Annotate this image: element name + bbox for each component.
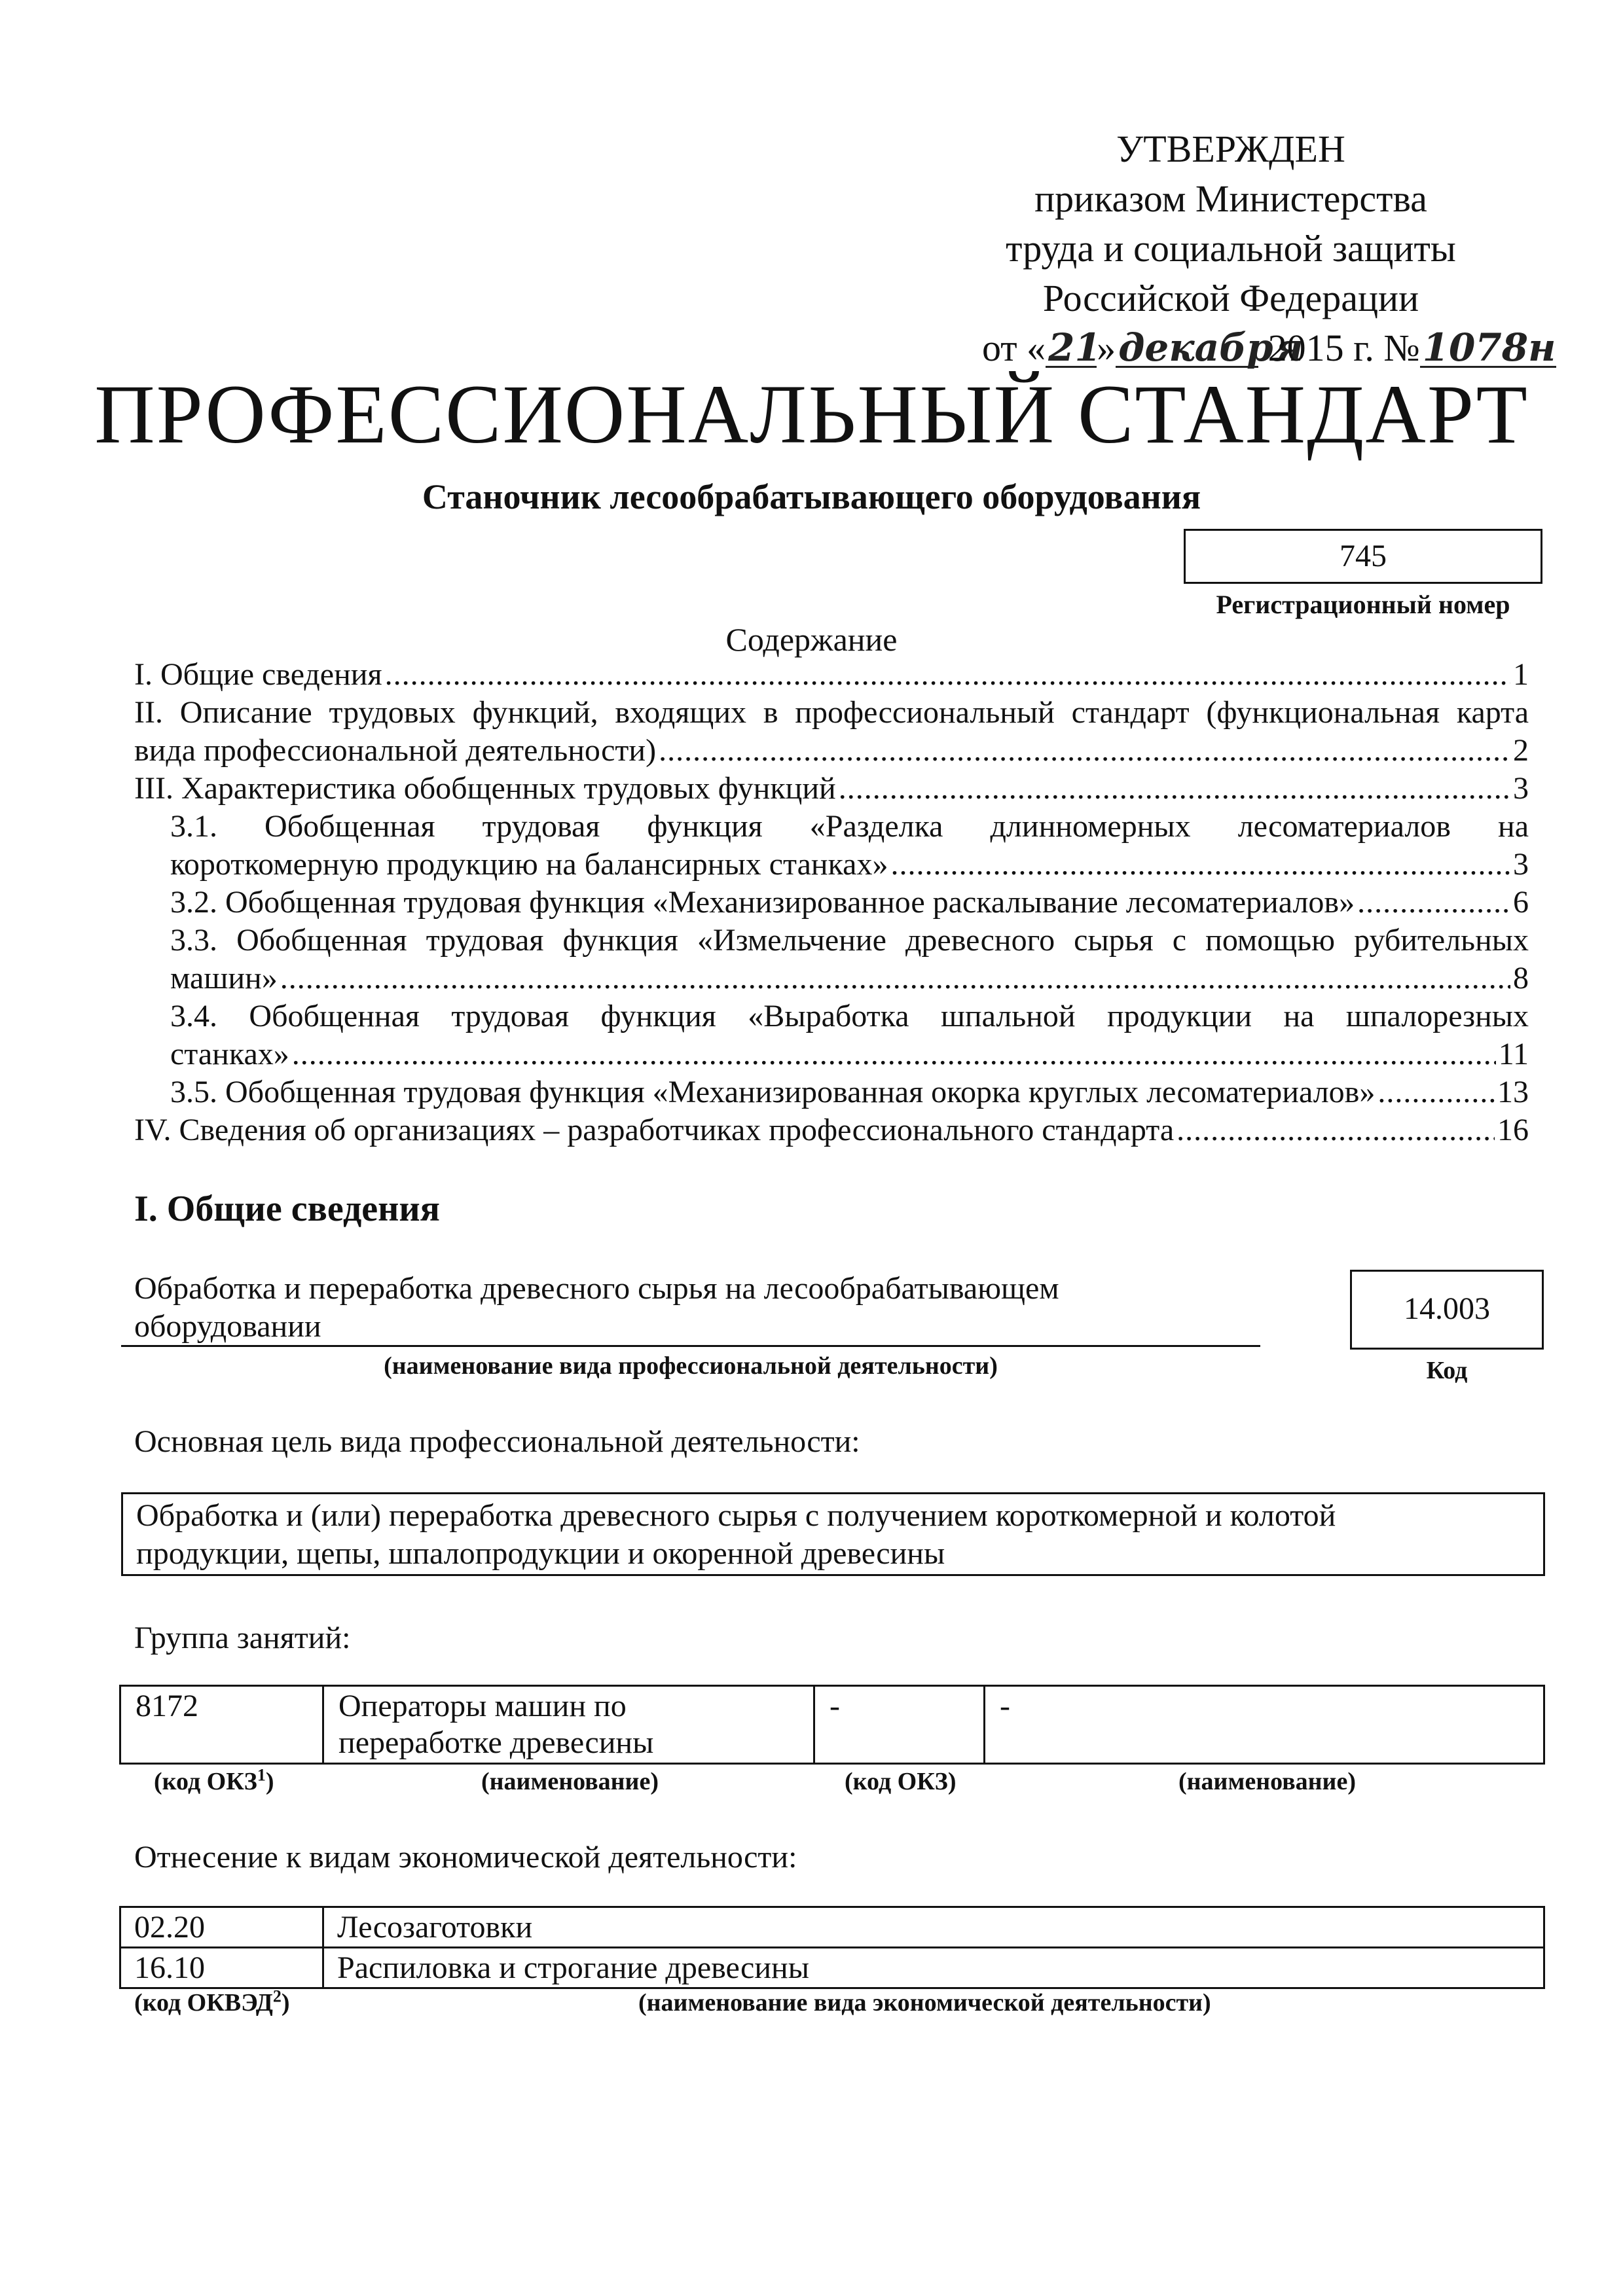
table-row bbox=[120, 1686, 1544, 1764]
toc-item[interactable] bbox=[134, 1111, 1529, 1149]
table-cell-code: 16.10 bbox=[120, 1948, 323, 1988]
toc-item-label: станках» bbox=[170, 1037, 289, 1071]
caption-text: (код ОКЗ bbox=[154, 1768, 257, 1795]
economic-activity-table bbox=[119, 1906, 1545, 1989]
table-of-contents bbox=[134, 656, 1529, 1149]
column-caption bbox=[154, 1767, 274, 1796]
approval-line: Российской Федерации bbox=[1042, 277, 1419, 319]
toc-leader bbox=[292, 1035, 1496, 1073]
toc-leader bbox=[839, 770, 1510, 808]
toc-item[interactable] bbox=[134, 960, 1529, 997]
cell-line: Операторы машин по bbox=[338, 1689, 627, 1723]
occupation-group-table bbox=[119, 1685, 1545, 1765]
table-cell-name: Распиловка и строгание древесины bbox=[323, 1948, 1544, 1988]
toc-item-page: 6 bbox=[1513, 885, 1529, 920]
toc-item-page: 11 bbox=[1498, 1037, 1529, 1071]
toc-item-label: III. Характеристика обобщенных трудовых функций bbox=[134, 771, 836, 806]
toc-item-page: 3 bbox=[1513, 771, 1529, 806]
toc-item-first-line[interactable]: 3.3. Обобщенная трудовая функция «Измельчение древесного сырья с помощью рубительных bbox=[170, 923, 1529, 958]
date-prefix: от « bbox=[982, 327, 1046, 369]
toc-item-page: 3 bbox=[1513, 847, 1529, 882]
toc-item[interactable] bbox=[134, 656, 1529, 694]
toc-leader bbox=[385, 656, 1510, 694]
occupation-group-label: Группа занятий: bbox=[134, 1621, 351, 1655]
caption-text: ) bbox=[265, 1768, 274, 1795]
toc-item[interactable] bbox=[134, 732, 1529, 770]
toc-item[interactable] bbox=[134, 846, 1529, 884]
column-caption: (наименование) bbox=[481, 1768, 659, 1795]
toc-item[interactable] bbox=[134, 884, 1529, 922]
table-cell-code: 8172 bbox=[120, 1686, 323, 1764]
table-cell-code: - bbox=[814, 1686, 985, 1764]
activity-type-name-line: оборудовании bbox=[134, 1309, 321, 1344]
toc-item[interactable] bbox=[134, 1035, 1529, 1073]
toc-item-first-line[interactable]: II. Описание трудовых функций, входящих в профессиональный стандарт (функциональная карта bbox=[134, 695, 1529, 730]
table-cell-name: Лесозаготовки bbox=[323, 1907, 1544, 1948]
table-cell-name: - bbox=[985, 1686, 1544, 1764]
column-caption: (наименование) bbox=[1178, 1768, 1356, 1795]
standard-name: Станочник лесообрабатывающего оборудования bbox=[422, 477, 1201, 516]
registration-number-box: 745 bbox=[1184, 529, 1542, 584]
toc-item-page: 1 bbox=[1513, 657, 1529, 692]
toc-heading: Содержание bbox=[725, 621, 898, 658]
approval-line: приказом Министерства bbox=[1034, 177, 1427, 220]
table-row bbox=[120, 1907, 1544, 1948]
economic-activity-label: Отнесение к видам экономической деятельности: bbox=[134, 1840, 797, 1874]
page-title: ПРОФЕССИОНАЛЬНЫЙ СТАНДАРТ bbox=[94, 368, 1529, 461]
toc-item-label: I. Общие сведения bbox=[134, 657, 382, 692]
caption-text: ) bbox=[281, 1989, 290, 2017]
toc-item-first-line[interactable]: 3.1. Обобщенная трудовая функция «Разделка длинномерных лесоматериалов на bbox=[170, 809, 1529, 844]
toc-item-page: 16 bbox=[1497, 1113, 1529, 1147]
toc-item-label: 3.5. Обобщенная трудовая функция «Механизированная окорка круглых лесоматериалов» bbox=[170, 1075, 1376, 1109]
column-caption: (наименование вида экономической деятельности) bbox=[638, 1989, 1211, 2017]
toc-item-label: IV. Сведения об организациях – разработчиках профессионального стандарта bbox=[134, 1113, 1175, 1147]
toc-item[interactable] bbox=[134, 770, 1529, 808]
toc-leader bbox=[1357, 884, 1510, 922]
toc-item-label: вида профессиональной деятельности) bbox=[134, 733, 657, 768]
toc-item-page: 2 bbox=[1513, 733, 1529, 768]
activity-code-caption: Код bbox=[1426, 1357, 1468, 1384]
toc-leader bbox=[1176, 1111, 1495, 1149]
divider bbox=[121, 1345, 1260, 1347]
goal-label: Основная цель вида профессиональной деятельности: bbox=[134, 1424, 860, 1459]
section-heading: I. Общие сведения bbox=[134, 1189, 440, 1229]
handwritten-day: 21 bbox=[1046, 329, 1097, 368]
cell-line: переработке древесины bbox=[338, 1725, 654, 1760]
activity-code-box: 14.003 bbox=[1350, 1270, 1544, 1350]
activity-type-caption: (наименование вида профессиональной деятельности) bbox=[384, 1352, 998, 1380]
toc-item-label: машин» bbox=[170, 961, 278, 996]
table-cell-name bbox=[323, 1686, 814, 1764]
approval-date-line bbox=[982, 323, 1556, 373]
table-row bbox=[120, 1948, 1544, 1988]
goal-box bbox=[121, 1492, 1545, 1576]
footnote-ref: 1 bbox=[257, 1765, 266, 1785]
toc-item-first-line[interactable]: 3.4. Обобщенная трудовая функция «Выработка шпальной продукции на шпалорезных bbox=[170, 999, 1529, 1033]
activity-type-name bbox=[134, 1270, 1247, 1346]
approval-heading: УТВЕРЖДЕН bbox=[1116, 128, 1345, 170]
registration-number-caption: Регистрационный номер bbox=[1216, 590, 1510, 619]
toc-item[interactable] bbox=[134, 1073, 1529, 1111]
date-year: 2015 г. № bbox=[1267, 327, 1420, 369]
toc-leader bbox=[659, 732, 1510, 770]
caption-text: (код ОКВЭД bbox=[134, 1989, 273, 2017]
handwritten-month: декабря bbox=[1116, 329, 1258, 368]
toc-item-label: короткомерную продукцию на балансирных станках» bbox=[170, 847, 888, 882]
goal-text-line: Обработка и (или) переработка древесного сырья с получением короткомерной и колотой bbox=[136, 1498, 1336, 1533]
date-day-suffix: » bbox=[1097, 327, 1116, 369]
goal-text-line: продукции, щепы, шпалопродукции и окоренной древесины bbox=[136, 1536, 945, 1571]
approval-line: труда и социальной защиты bbox=[1006, 227, 1456, 270]
table-cell-code: 02.20 bbox=[120, 1907, 323, 1948]
column-caption: (код ОКЗ) bbox=[845, 1768, 957, 1795]
toc-leader bbox=[1377, 1073, 1495, 1111]
toc-item-label: 3.2. Обобщенная трудовая функция «Механизированное раскалывание лесоматериалов» bbox=[170, 885, 1355, 920]
toc-leader bbox=[890, 846, 1510, 884]
column-caption bbox=[134, 1988, 290, 2017]
toc-item-page: 13 bbox=[1497, 1075, 1529, 1109]
handwritten-order-number: 1078н bbox=[1420, 329, 1556, 368]
activity-type-name-line: Обработка и переработка древесного сырья на лесообрабатывающем bbox=[134, 1271, 1059, 1306]
footnote-ref: 2 bbox=[272, 1986, 282, 2006]
toc-item-page: 8 bbox=[1513, 961, 1529, 996]
approval-block bbox=[982, 124, 1556, 373]
toc-leader bbox=[280, 960, 1510, 997]
